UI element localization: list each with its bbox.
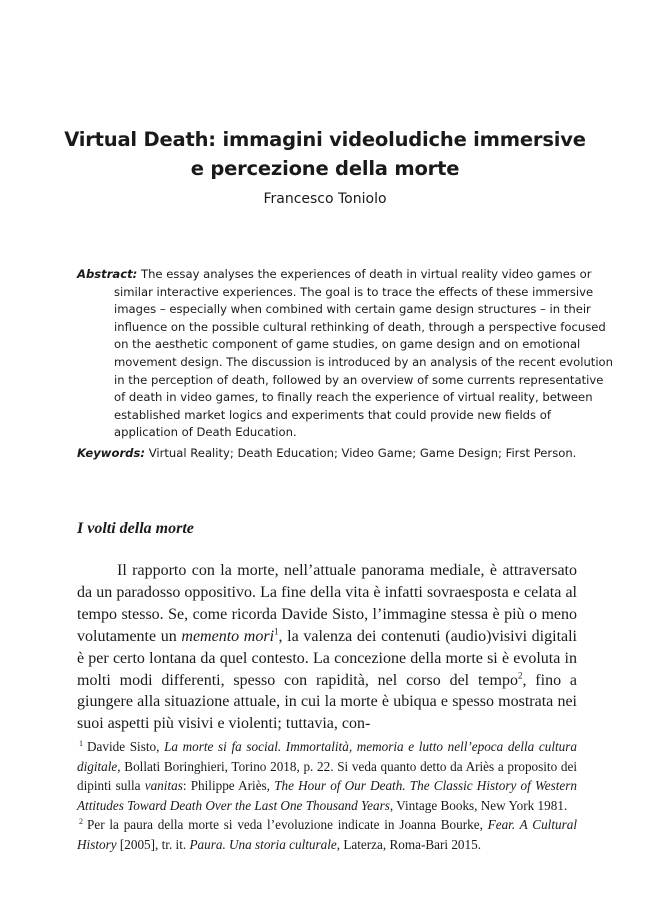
memento-mori-phrase: memento mori bbox=[181, 627, 275, 645]
keywords-label: Keywords bbox=[77, 446, 141, 460]
paper-title bbox=[40, 125, 610, 183]
footnote-ref-1[interactable]: 1 bbox=[274, 626, 279, 637]
title-line-1: Virtual Death: immagini videoludiche immersive bbox=[64, 128, 586, 151]
abstract-label: Abstract bbox=[77, 267, 133, 281]
section-heading: I volti della morte bbox=[77, 520, 194, 537]
abstract: Abstract: The essay analyses the experiences of death in virtual reality video games or similar interactive experiences. The goal is to trace the effects of these immersive images – especially when combined with certain game design structures – in their influence on the possible cultural rethinking of death, through a perspective focused on the aesthetic component of game studies, on game design and on emotional movement design. The discussion is introduced by an analysis of the recent evolution in the perception of death, followed by an overview of some currents representative of death in video games, to finally reach the experience of virtual reality, between established market logics and experiments that could provide new fields of application of Death Education. bbox=[77, 267, 614, 440]
footnote-2: $^2$ Per la paura della morte si veda l’evoluzione indicate in Joanna Bourke, Fear. A Cultural History [2005], tr. it. Paura. Una storia culturale, Laterza, Roma-Bari 2015. bbox=[77, 816, 577, 852]
abstract-text: The essay analyses the experiences of death in virtual reality video games or similar interactive experiences. The goal is to trace the effects of these immersive images – especially when combined with certain game design structures – in their influence on the possible cultural rethinking of death, through a perspective focused on the aesthetic component of game studies, on game design and on emotional movement design. The discussion is introduced by an analysis of the recent evolution in the perception of death, followed by an overview of some currents representative of death in video games, to finally reach the experience of virtual reality, between established market logics and experiments that could provide new fields of application of Death Education. bbox=[114, 267, 614, 440]
footnote-1: $^1$ Davide Sisto, La morte si fa social. Immortalità, memoria e lutto nell’epoca della cultura digitale, Bollati Boringhieri, Torino 2018, p. 22. Si veda quanto detto da Ariès a proposito dei dipinti sulla vanitas: Philippe Ariès, The Hour of Our Death. The Classic History of Western Attitudes Toward Death Over the Last One Thousand Years, Vintage Books, New York 1981. bbox=[77, 738, 577, 813]
title-line-2: e percezione della morte bbox=[190, 157, 460, 180]
footnote-mark-1: 1 bbox=[79, 738, 83, 748]
footnote-ref-2[interactable]: 2 bbox=[517, 670, 523, 681]
keywords-text: Virtual Reality; Death Education; Video Game; Game Design; First Person. bbox=[148, 446, 577, 460]
author-name: Francesco Toniolo bbox=[263, 191, 387, 207]
footnote-mark-2: 2 bbox=[79, 816, 83, 826]
keywords: Keywords: Virtual Reality; Death Education; Video Game; Game Design; First Person. bbox=[77, 446, 577, 460]
footnotes bbox=[77, 737, 577, 855]
body-paragraph: Il rapporto con la morte, nell’attuale panorama mediale, è attraversato da un paradosso oppositivo. La fine della vita è infatti sovraesposta e celata al tempo stesso. Se, come ricorda Davide Sisto, l’immagine stessa è più o meno volutamente un memento mori$^1$, la valenza dei contenuti (audio)visivi digitali è per certo lontana da quel contesto. La concezione della morte si è evoluta in molti modi differenti, spesso con rapidità, nel corso del tempo$^2$, fino a giungere alla situazione attuale, in cui la morte è ubiqua e spesso mostrata nei suoi aspetti più visivi e violenti; tuttavia, con- bbox=[77, 562, 578, 733]
